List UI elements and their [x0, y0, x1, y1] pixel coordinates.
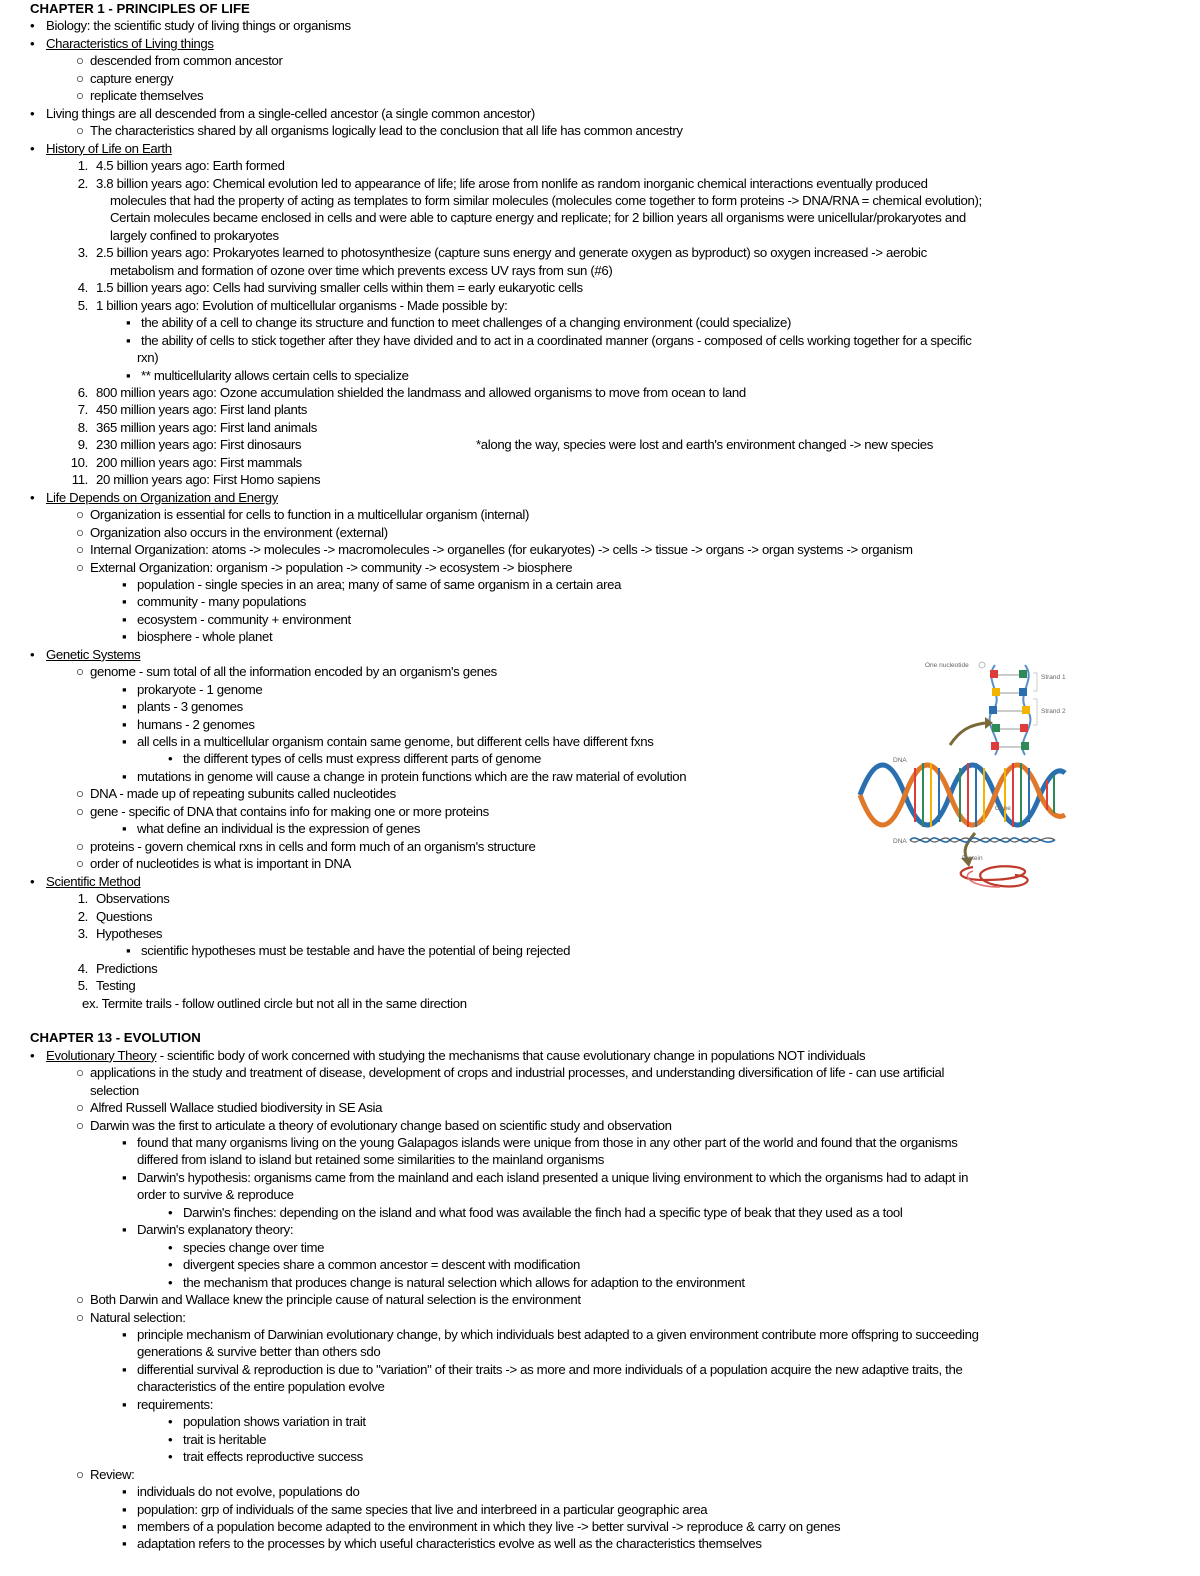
- term-heading: Evolutionary Theory: [46, 1047, 157, 1063]
- item-text: Questions: [96, 908, 153, 924]
- term-definition: - scientific body of work concerned with studying the mechanisms that cause evolutionary change in populations NOT individuals: [156, 1047, 866, 1063]
- dot-marker: •: [168, 1449, 173, 1465]
- sub-sub-bullet-text: requirements:: [137, 1396, 214, 1412]
- numbered-item: [30, 401, 1195, 418]
- bullet-item: [30, 489, 1195, 506]
- item-text: 1.5 billion years ago: Cells had surviving smaller cells within them = early eukaryotic cells: [96, 280, 583, 296]
- sub-bullet-text: The characteristics shared by all organisms logically lead to the conclusion that all life has common ancestry: [90, 123, 683, 139]
- level3-text: divergent species share a common ancestor = descent with modification: [183, 1257, 580, 1273]
- item-text: Testing: [96, 978, 136, 994]
- sub-bullet: [30, 524, 1195, 541]
- sub-bullet: [30, 1291, 1195, 1308]
- square-marker: ▪: [122, 1222, 127, 1238]
- bullet-item: [30, 105, 1195, 122]
- dot-marker: •: [168, 1431, 173, 1447]
- sub-sub-bullet: [30, 942, 1195, 959]
- numbered-item: [30, 419, 1195, 436]
- sub-bullet: [30, 1064, 1195, 1081]
- item-text: 3.8 billion years ago: Chemical evolution led to appearance of life; life arose from nonlife as random inorganic chemical interactions eventually produced: [96, 175, 928, 191]
- square-marker: ▪: [122, 768, 127, 784]
- sub-sub-bullet: [30, 1396, 1195, 1413]
- square-marker: ▪: [122, 1536, 127, 1552]
- square-marker: ▪: [122, 1501, 127, 1517]
- sub-sub-bullet-text: humans - 2 genomes: [137, 716, 255, 732]
- sub-bullet: [30, 1466, 1195, 1483]
- numbered-item: [30, 175, 1195, 192]
- numbered-item: [30, 977, 1195, 994]
- item-number: 3.: [77, 926, 88, 942]
- sub-sub-bullet-text: all cells in a multicellular organism contain same genome, but different cells have different fxns: [137, 734, 654, 750]
- sub-sub-bullet: [30, 1326, 1195, 1343]
- sub-bullet: [30, 52, 1195, 69]
- section-heading: Characteristics of Living things: [46, 35, 214, 51]
- figure-label-protein: Protein: [962, 855, 983, 862]
- dot-marker: •: [168, 1274, 173, 1290]
- numbered-item: [30, 471, 1195, 488]
- sub-bullet-text: replicate themselves: [90, 88, 204, 104]
- item-text: Predictions: [96, 960, 158, 976]
- circle-marker: ○: [76, 559, 84, 575]
- item-number: 2.: [77, 175, 88, 191]
- circle-marker: ○: [76, 1309, 84, 1325]
- sub-bullet-text: External Organization: organism -> population -> community -> ecosystem -> biosphere: [90, 559, 573, 575]
- bullet-marker: •: [30, 1047, 35, 1063]
- sub-bullet: [30, 122, 1195, 139]
- sub-sub-bullet-text: population - single species in an area; many of same of same organism in a certain area: [137, 576, 622, 592]
- sub-bullet: [30, 1099, 1195, 1116]
- level3-bullet: [30, 1239, 1195, 1256]
- sub-sub-bullet-text: individuals do not evolve, populations do: [137, 1484, 360, 1500]
- square-marker: ▪: [122, 1326, 127, 1342]
- bullet-marker: •: [30, 105, 35, 121]
- bullet-marker: •: [30, 35, 35, 51]
- item-number: 10.: [70, 454, 88, 470]
- sub-bullet-text: descended from common ancestor: [90, 53, 283, 69]
- item-number: 11.: [71, 472, 88, 488]
- level3-text: the different types of cells must express different parts of genome: [183, 751, 541, 767]
- sub-bullet-text: capture energy: [90, 70, 174, 86]
- level3-bullet: [30, 1256, 1195, 1273]
- sub-bullet-text: Darwin was the first to articulate a theory of evolutionary change based on scientific study and observation: [90, 1117, 672, 1133]
- square-marker: ▪: [122, 821, 127, 837]
- nucleotide-ladder: [979, 662, 1030, 755]
- sub-sub-bullet: [30, 1501, 1195, 1518]
- item-continuation: rxn): [137, 350, 159, 366]
- sub-sub-bullet-text: scientific hypotheses must be testable and have the potential of being rejected: [141, 943, 571, 959]
- level3-text: trait is heritable: [183, 1431, 267, 1447]
- sub-bullet-text: gene - specific of DNA that contains info for making one or more proteins: [90, 803, 489, 819]
- square-marker: ▪: [122, 629, 127, 645]
- sub-bullet-text: Natural selection:: [90, 1309, 186, 1325]
- level3-text: the mechanism that produces change is natural selection which allows for adaption to the environment: [183, 1274, 745, 1290]
- square-marker: ▪: [122, 576, 127, 592]
- sub-sub-bullet: [30, 314, 1195, 331]
- sub-bullet: [30, 1117, 1195, 1134]
- sub-sub-bullet-text: found that many organisms living on the young Galapagos islands were unique from those in any other part of the world and found that the organisms: [137, 1135, 958, 1150]
- item-continuation: metabolism and formation of ozone over time which prevents excess UV rays from sun (#6): [110, 262, 613, 278]
- item-continuation: molecules that had the property of acting as templates to form similar molecules (molecules come together to form proteins -> DNA/RNA = chemical evolution);: [110, 192, 982, 208]
- sub-sub-bullet-text: Darwin's hypothesis: organisms came from the mainland and each island presented a unique living environment to which the organisms had to adapt in: [137, 1169, 969, 1185]
- square-marker: ▪: [122, 611, 127, 627]
- figure-label-dna-bottom: DNA: [893, 838, 907, 845]
- section-heading: History of Life on Earth: [46, 140, 172, 156]
- species-note: *along the way, species were lost and earth's environment changed -> new species: [476, 437, 933, 453]
- item-continuation: order to survive & reproduce: [137, 1187, 294, 1203]
- sub-sub-bullet-text: community - many populations: [137, 594, 307, 610]
- level3-bullet: [30, 1431, 1195, 1448]
- bullet-item: [30, 1047, 1195, 1064]
- square-marker: ▪: [122, 1169, 127, 1185]
- sub-bullet-text: Organization is essential for cells to function in a multicellular organism (internal): [90, 507, 529, 523]
- sub-bullet-text: proteins - govern chemical rxns in cells and form much of an organism's structure: [90, 838, 536, 854]
- circle-marker: ○: [76, 70, 84, 86]
- item-continuation: differed from island to island but retained some similarities to the mainland organisms: [137, 1152, 605, 1168]
- item-text: 4.5 billion years ago: Earth formed: [96, 158, 285, 174]
- section-heading: Scientific Method: [46, 873, 141, 889]
- bullet-marker: •: [30, 140, 35, 156]
- sub-bullet-text: genome - sum total of all the information encoded by an organism's genes: [90, 664, 497, 680]
- numbered-item: [30, 436, 1195, 453]
- circle-marker: ○: [76, 1292, 84, 1308]
- item-continuation: Certain molecules became enclosed in cells and were able to capture energy and replicate; for 2 billion years all organisms were unicellular/prokaryotes and: [110, 210, 966, 226]
- item-number: 1.: [77, 158, 88, 174]
- square-marker: ▪: [122, 1135, 127, 1150]
- level3-bullet: [30, 1274, 1195, 1291]
- item-number: 8.: [77, 419, 88, 435]
- figure-label-strand1: Strand 1: [1041, 674, 1066, 681]
- section-gap: [30, 1012, 1195, 1029]
- bullet-marker: •: [30, 489, 35, 505]
- item-number: 2.: [77, 908, 88, 924]
- sub-sub-bullet: [30, 1221, 1195, 1238]
- item-continuation: generations & survive better than others sdo: [137, 1344, 381, 1360]
- item-text: 20 million years ago: First Homo sapiens: [96, 472, 321, 488]
- sub-bullet: [30, 506, 1195, 523]
- sub-sub-bullet: [30, 576, 1195, 593]
- example-line: ex. Termite trails - follow outlined circle but not all in the same direction: [82, 995, 467, 1011]
- square-marker: ▪: [126, 332, 131, 348]
- sub-bullet-text: Both Darwin and Wallace knew the principle cause of natural selection is the environment: [90, 1292, 581, 1308]
- sub-sub-bullet: [30, 1535, 1195, 1552]
- square-marker: ▪: [122, 1484, 127, 1500]
- circle-marker: ○: [76, 1466, 84, 1482]
- sub-sub-bullet-text: plants - 3 genomes: [137, 699, 243, 715]
- item-continuation: selection: [90, 1082, 139, 1098]
- circle-marker: ○: [76, 1117, 84, 1133]
- numbered-item: [30, 960, 1195, 977]
- circle-marker: ○: [76, 1065, 84, 1081]
- dot-marker: •: [168, 1414, 173, 1430]
- level3-text: trait effects reproductive success: [183, 1449, 363, 1465]
- sub-sub-bullet-text: principle mechanism of Darwinian evolutionary change, by which individuals best adapted to a given environment contribute more offspring to succeeding: [137, 1326, 979, 1342]
- square-marker: ▪: [122, 681, 127, 697]
- sub-bullet: [30, 559, 1195, 576]
- sub-sub-bullet: [30, 1483, 1195, 1500]
- sub-sub-bullet-text: ** multicellularity allows certain cells to specialize: [141, 367, 409, 383]
- section-heading: Life Depends on Organization and Energy: [46, 489, 278, 505]
- sub-bullet-text: Review:: [90, 1466, 135, 1482]
- item-text: 800 million years ago: Ozone accumulation shielded the landmass and allowed organisms to move from ocean to land: [96, 384, 746, 400]
- item-number: 7.: [77, 402, 88, 418]
- sub-sub-bullet: [30, 332, 1195, 349]
- level3-text: Darwin's finches: depending on the island and what food was available the finch had a specific type of beak that they used as a tool: [183, 1204, 903, 1220]
- square-marker: ▪: [122, 594, 127, 610]
- dot-marker: •: [168, 1204, 173, 1220]
- item-number: 4.: [77, 280, 88, 296]
- item-text: 2.5 billion years ago: Prokaryotes learned to photosynthesize (capture suns energy and generate oxygen as byproduct) so oxygen increased -> aerobic: [96, 245, 927, 261]
- sub-bullet-text: Internal Organization: atoms -> molecules -> macromolecules -> organelles (for eukaryotes) -> cells -> tissue -> organs -> organ systems -> organism: [90, 542, 913, 558]
- item-text: Hypotheses: [96, 926, 163, 942]
- level3-text: species change over time: [183, 1239, 325, 1255]
- sub-bullet: [30, 87, 1195, 104]
- sub-bullet: [30, 70, 1195, 87]
- sub-sub-bullet-text: mutations in genome will cause a change in protein functions which are the raw material of evolution: [137, 768, 687, 784]
- item-number: 9.: [77, 437, 88, 453]
- numbered-item: [30, 279, 1195, 296]
- numbered-item: [30, 908, 1195, 925]
- sub-bullet-text: applications in the study and treatment of disease, development of crops and industrial processes, and understanding diversification of life - can use artificial: [90, 1065, 945, 1081]
- sub-sub-bullet: [30, 593, 1195, 610]
- sub-sub-bullet: [30, 1518, 1195, 1535]
- bullet-item: [30, 140, 1195, 157]
- bullet-marker: •: [30, 18, 35, 34]
- numbered-item: [30, 925, 1195, 942]
- numbered-item: [30, 297, 1195, 314]
- circle-marker: ○: [76, 856, 84, 872]
- item-text: 450 million years ago: First land plants: [96, 402, 308, 418]
- figure-label-dna-top: DNA: [893, 757, 907, 764]
- sub-sub-bullet: [30, 611, 1195, 628]
- bullet-item: [30, 17, 1195, 34]
- square-marker: ▪: [122, 699, 127, 715]
- item-text: 230 million years ago: First dinosaurs: [96, 437, 302, 453]
- figure-label-strand2: Strand 2: [1041, 708, 1066, 715]
- figure-label-nucleotide: One nucleotide: [925, 662, 969, 669]
- bullet-text: Biology: the scientific study of living things or organisms: [46, 18, 351, 34]
- square-marker: ▪: [122, 734, 127, 750]
- level3-text: population shows variation in trait: [183, 1414, 366, 1430]
- circle-marker: ○: [76, 123, 84, 139]
- dot-marker: •: [168, 751, 173, 767]
- numbered-item: [30, 454, 1195, 471]
- circle-marker: ○: [76, 786, 84, 802]
- sub-sub-bullet-text: members of a population become adapted to the environment in which they live -> better survival -> reproduce & carry on genes: [137, 1518, 841, 1534]
- circle-marker: ○: [76, 542, 84, 558]
- sub-bullet-text: DNA - made up of repeating subunits called nucleotides: [90, 786, 396, 802]
- bullet-marker: •: [30, 873, 35, 889]
- sub-sub-bullet-text: the ability of a cell to change its structure and function to meet challenges of a changing environment (could specialize): [141, 315, 792, 331]
- sub-sub-bullet: [30, 367, 1195, 384]
- numbered-item: [30, 244, 1195, 261]
- item-number: 5.: [77, 297, 88, 313]
- item-text: 200 million years ago: First mammals: [96, 454, 302, 470]
- square-marker: ▪: [126, 367, 131, 383]
- sub-sub-bullet-text: adaptation refers to the processes by which useful characteristics evolve as well as the characteristics themselves: [137, 1536, 762, 1552]
- bullet-marker: •: [30, 646, 35, 662]
- square-marker: ▪: [126, 943, 131, 959]
- sub-sub-bullet-text: ecosystem - community + environment: [137, 611, 351, 627]
- bullet-text: Living things are all descended from a single-celled ancestor (a single common ancestor): [46, 105, 535, 121]
- sub-sub-bullet: [30, 1361, 1195, 1378]
- circle-marker: ○: [76, 53, 84, 69]
- item-number: 5.: [77, 978, 88, 994]
- circle-marker: ○: [76, 507, 84, 523]
- square-marker: ▪: [122, 1518, 127, 1534]
- item-continuation: largely confined to prokaryotes: [110, 227, 279, 243]
- level3-bullet: [30, 1204, 1195, 1221]
- sub-sub-bullet: [30, 628, 1195, 645]
- square-marker: ▪: [122, 716, 127, 732]
- numbered-item: [30, 384, 1195, 401]
- dot-marker: •: [168, 1239, 173, 1255]
- circle-marker: ○: [76, 88, 84, 104]
- chapter-title: CHAPTER 1 - PRINCIPLES OF LIFE: [30, 1, 250, 16]
- square-marker: ▪: [126, 315, 131, 331]
- item-text: 365 million years ago: First land animals: [96, 419, 317, 435]
- item-text: 1 billion years ago: Evolution of multicellular organisms - Made possible by:: [96, 297, 508, 313]
- sub-sub-bullet-text: what define an individual is the expression of genes: [137, 821, 421, 837]
- level3-bullet: [30, 1413, 1195, 1430]
- circle-marker: ○: [76, 803, 84, 819]
- sub-sub-bullet-text: prokaryote - 1 genome: [137, 681, 263, 697]
- sub-bullet-text: order of nucleotides is what is important in DNA: [90, 856, 351, 872]
- sub-bullet-text: Organization also occurs in the environment (external): [90, 524, 388, 540]
- item-text: Observations: [96, 891, 170, 907]
- circle-marker: ○: [76, 524, 84, 540]
- item-number: 6.: [77, 384, 88, 400]
- chapter-title: CHAPTER 13 - EVOLUTION: [30, 1030, 201, 1046]
- figure-label-gene: Gene: [995, 805, 1011, 812]
- bullet-item: [30, 35, 1195, 52]
- square-marker: ▪: [122, 1396, 127, 1412]
- circle-marker: ○: [76, 1100, 84, 1116]
- sub-sub-bullet: [30, 1169, 1195, 1186]
- dot-marker: •: [168, 1257, 173, 1273]
- dna-figure: [855, 655, 1070, 895]
- sub-sub-bullet-text: the ability of cells to stick together after they have divided and to act in a coordinated manner (organs - composed of cells working together for a specific: [141, 332, 972, 348]
- item-number: 1.: [77, 891, 88, 907]
- sub-sub-bullet-text: differential survival & reproduction is due to "variation" of their traits -> as more and more individuals of a population acquire the new adaptive traits, the: [137, 1361, 963, 1377]
- numbered-item: [30, 157, 1195, 174]
- sub-sub-bullet-text: Darwin's explanatory theory:: [137, 1222, 294, 1238]
- sub-sub-bullet-text: biosphere - whole planet: [137, 629, 273, 645]
- dna-helix: [860, 763, 1065, 827]
- section-heading: Genetic Systems: [46, 646, 141, 662]
- sub-bullet: [30, 541, 1195, 558]
- item-number: 4.: [77, 960, 88, 976]
- sub-sub-bullet: [30, 1134, 1195, 1151]
- item-continuation: characteristics of the entire population evolve: [137, 1379, 385, 1395]
- sub-sub-bullet-text: population: grp of individuals of the same species that live and interbreed in a particular geographic area: [137, 1501, 708, 1517]
- sub-bullet-text: Alfred Russell Wallace studied biodiversity in SE Asia: [90, 1100, 383, 1116]
- square-marker: ▪: [122, 1361, 127, 1377]
- item-number: 3.: [77, 245, 88, 261]
- circle-marker: ○: [76, 664, 84, 680]
- circle-marker: ○: [76, 838, 84, 854]
- level3-bullet: [30, 1448, 1195, 1465]
- sub-bullet: [30, 1309, 1195, 1326]
